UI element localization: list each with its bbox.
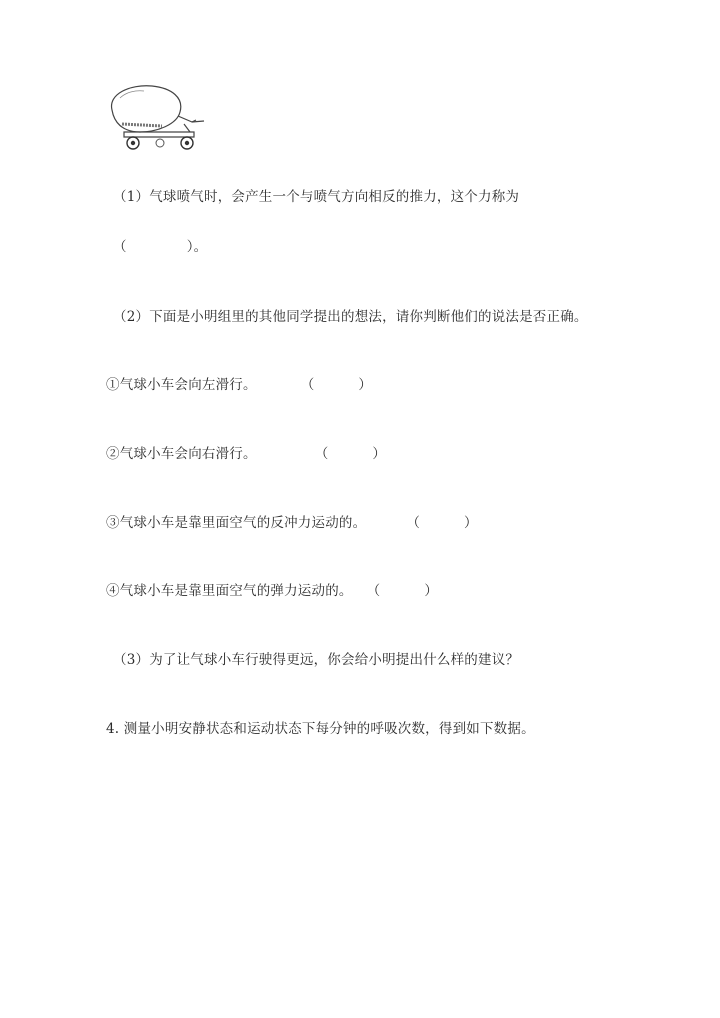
judge-item-text: ③气球小车是靠里面空气的反冲力运动的。 [106,515,367,531]
judge-item-text: ①气球小车会向左滑行。 [106,377,257,393]
judge-item-text: ④气球小车是靠里面空气的弹力运动的。 [106,583,353,599]
question-1-text: （1）气球喷气时，会产生一个与喷气方向相反的推力，这个力称为 [113,189,520,205]
question-3-text: （3）为了让气球小车行驶得更远，你会给小明提出什么样的建议？ [113,652,520,668]
question-4-text: 4. 测量小明安静状态和运动状态下每分钟的呼吸次数，得到如下数据。 [106,721,535,737]
judge-close-paren: ） [372,446,387,462]
judge-item-text: ②气球小车会向右滑行。 [106,446,257,462]
judge-open-paren: （ [314,446,329,462]
judge-close-paren: ） [358,377,373,393]
judge-item-4 [106,582,438,600]
question-1-answer-blank [113,238,207,256]
judge-open-paren: （ [406,515,421,531]
judge-open-paren: （ [300,377,315,393]
judge-close-paren: ） [424,583,439,599]
judge-item-2 [106,445,386,463]
balloon-car-icon [100,80,210,156]
question-2-text: （2）下面是小明组里的其他同学提出的想法，请你判断他们的说法是否正确。 [113,309,588,325]
judge-close-paren: ） [464,515,478,531]
judge-open-paren: （ [366,583,381,599]
judge-item-1 [106,376,372,394]
judge-item-3 [106,514,478,532]
blank-close-paren: ）。 [186,239,208,255]
blank-open-paren: （ [113,239,127,255]
